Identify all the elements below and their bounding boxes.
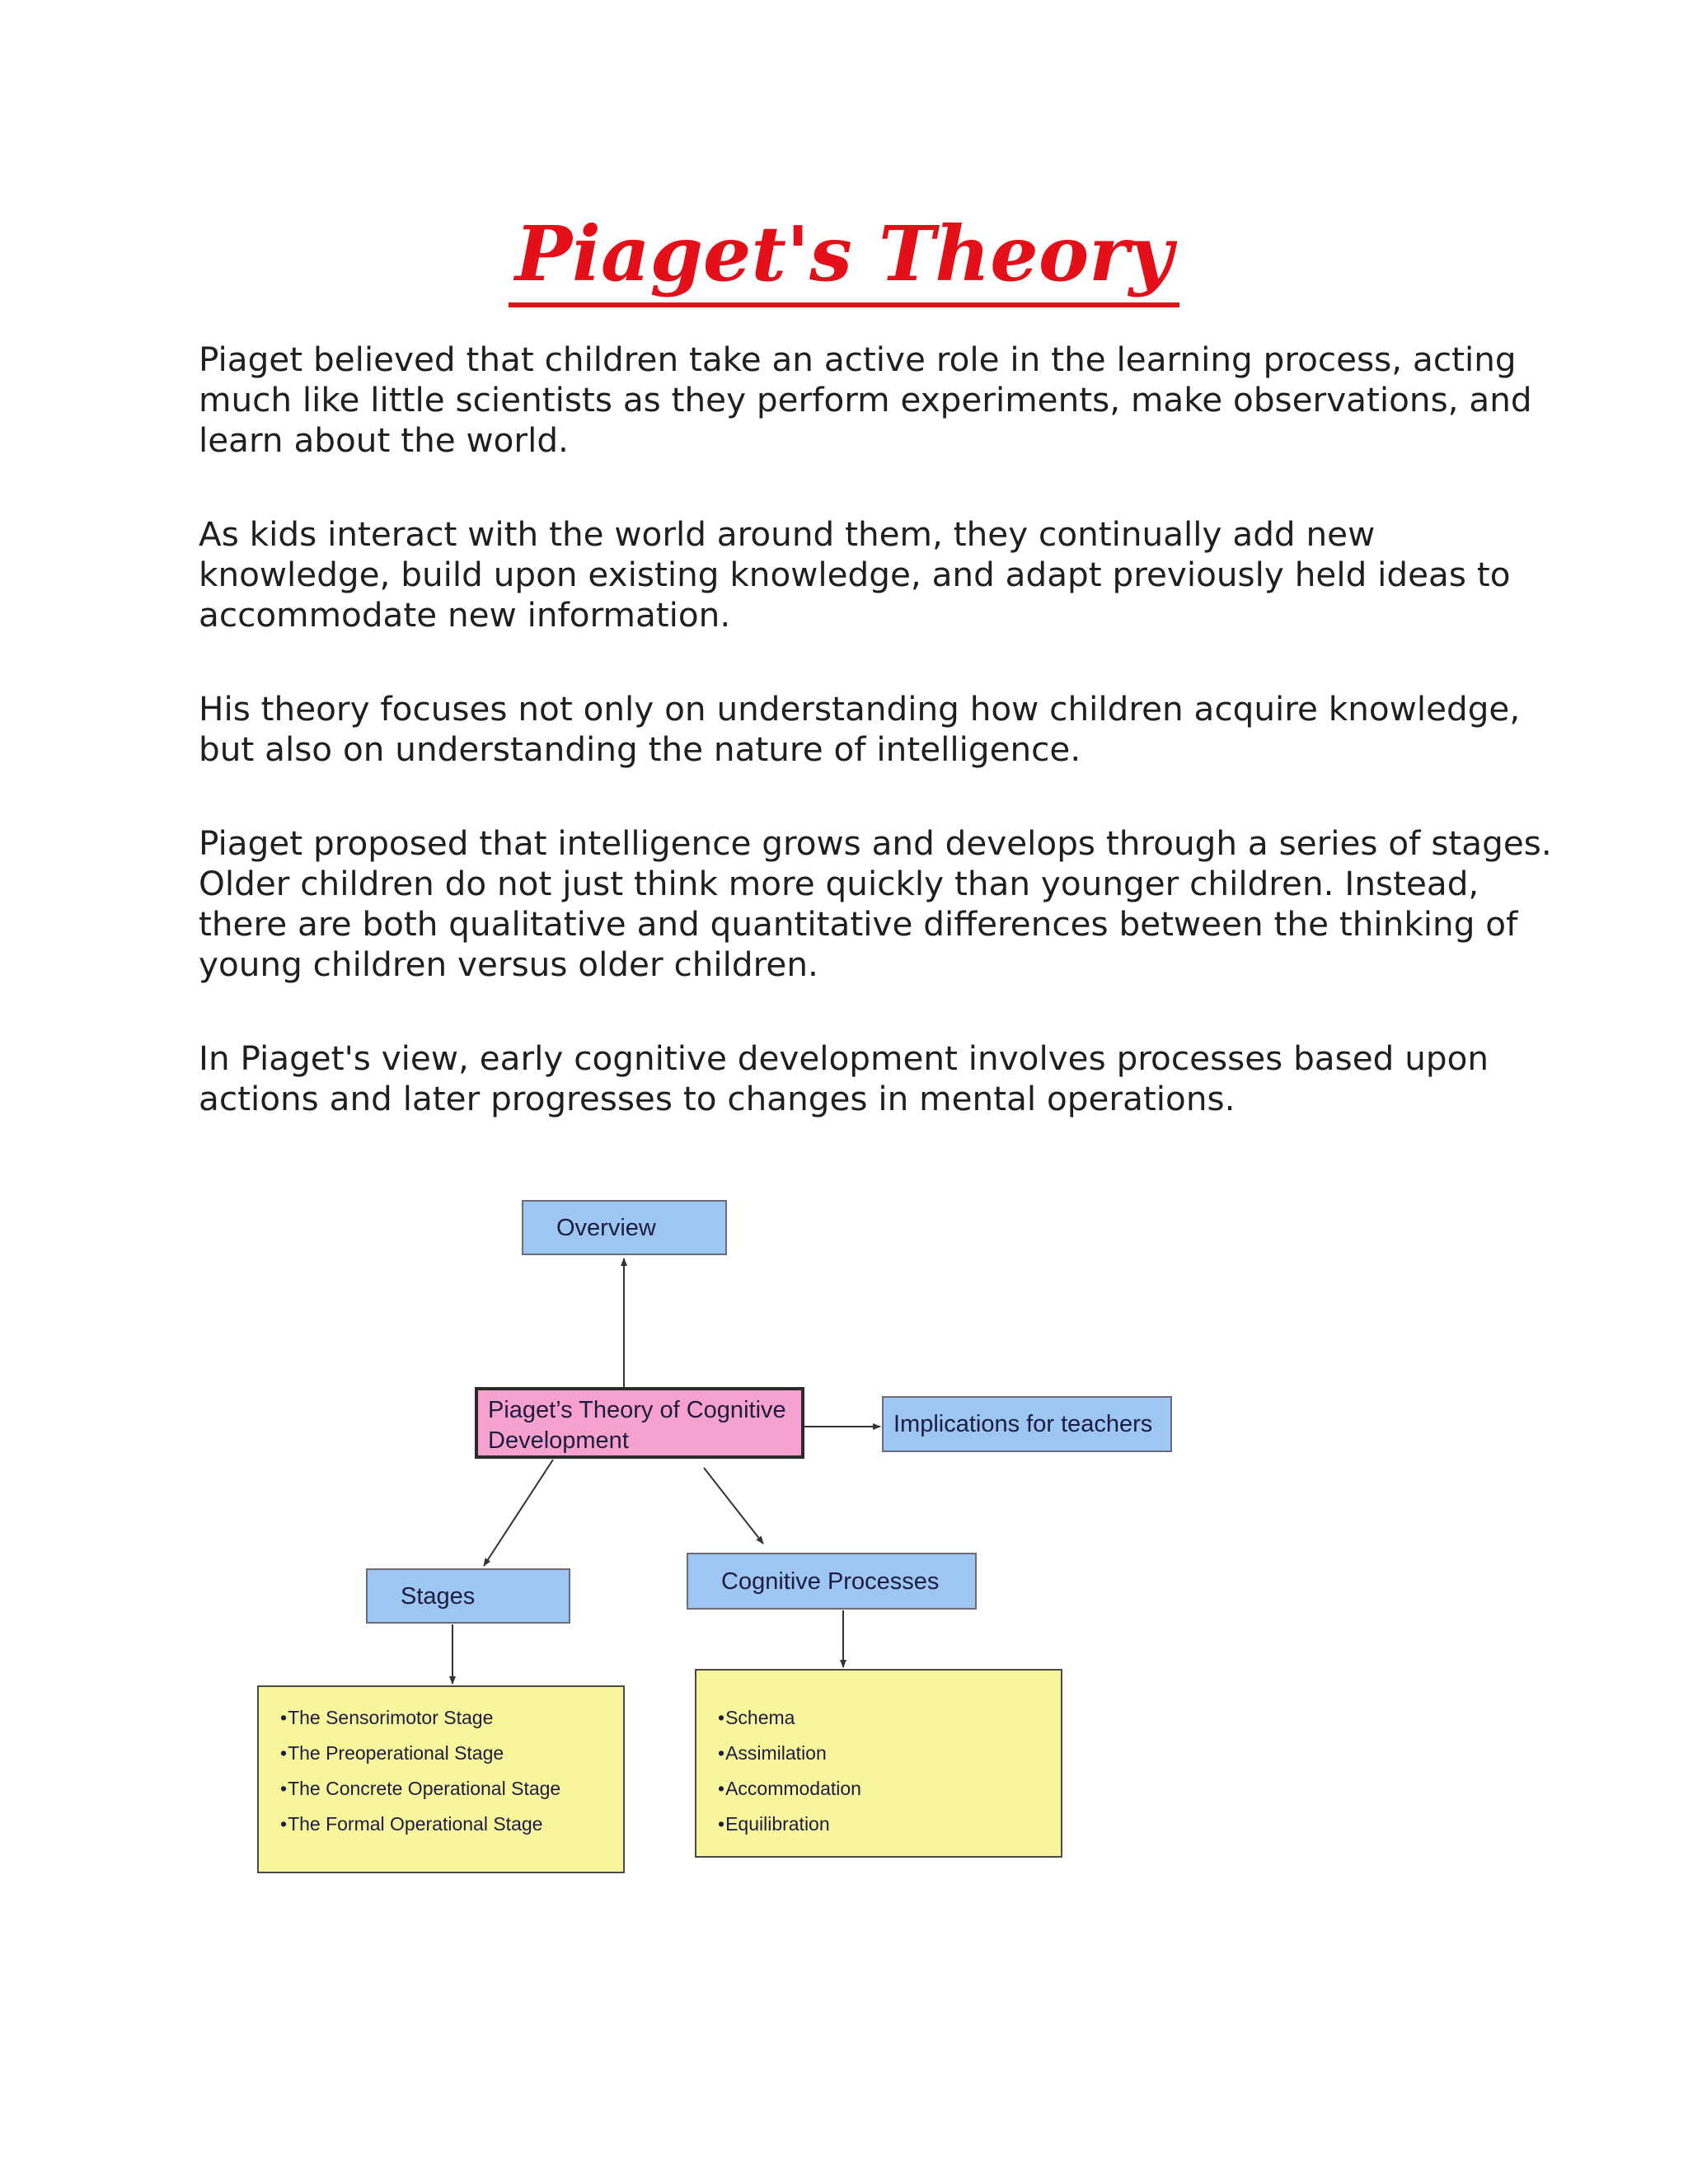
cognitive-processes-label: Cognitive Processes <box>721 1568 940 1595</box>
paragraph-interaction: As kids interact with the world around them, they continually add new knowledge, build upon existing knowledge, and adapt previously held ideas to accommodate new information. <box>199 514 1511 635</box>
overview-node <box>522 1200 727 1255</box>
page-title-text: Piaget's Theory <box>509 209 1179 307</box>
stage-item-preoperational: • The Preoperational Stage <box>280 1736 623 1771</box>
process-list <box>718 1700 1061 1842</box>
paragraph-view: In Piaget's view, early cognitive development involves processes based upon actions and later progresses to changes in mental operations. <box>199 1038 1489 1118</box>
arrow-to-stages <box>484 1460 553 1566</box>
implications-node <box>882 1396 1172 1452</box>
stage-item-sensorimotor: • The Sensorimotor Stage <box>280 1700 623 1736</box>
paragraph-stages: Piaget proposed that intelligence grows and develops through a series of stages. Older children do not just think more quickly than younger children. Instead, there are both qualitative and quantitative differences between the thinking of young children versus older children. <box>199 823 1552 984</box>
stage-item-formal-operational: • The Formal Operational Stage <box>280 1807 623 1842</box>
central-theory-label: Piaget’s Theory of Cognitive Development <box>488 1397 786 1454</box>
paragraph-focus: His theory focuses not only on understanding how children acquire knowledge, but also on understanding the nature of intelligence. <box>199 689 1521 769</box>
arrow-to-cognitive-processes <box>704 1468 763 1544</box>
stage-item-concrete-operational: • The Concrete Operational Stage <box>280 1771 623 1807</box>
cognitive-processes-node <box>687 1553 977 1610</box>
paragraph-active-role: Piaget believed that children take an active role in the learning process, acting much like little scientists as they perform experiments, make observations, and learn about the world. <box>199 340 1532 460</box>
process-item-accommodation: • Accommodation <box>718 1771 1061 1807</box>
central-theory-node <box>475 1387 804 1459</box>
overview-label: Overview <box>556 1214 656 1241</box>
stage-list <box>280 1700 623 1842</box>
stages-node <box>366 1568 570 1624</box>
process-item-schema: • Schema <box>718 1700 1061 1736</box>
implications-label: Implications for teachers <box>893 1411 1153 1437</box>
stages-label: Stages <box>401 1582 476 1610</box>
process-list-box <box>695 1669 1062 1858</box>
process-item-equilibration: • Equilibration <box>718 1807 1061 1842</box>
process-item-assimilation: • Assimilation <box>718 1736 1061 1771</box>
stage-list-box <box>257 1685 625 1873</box>
